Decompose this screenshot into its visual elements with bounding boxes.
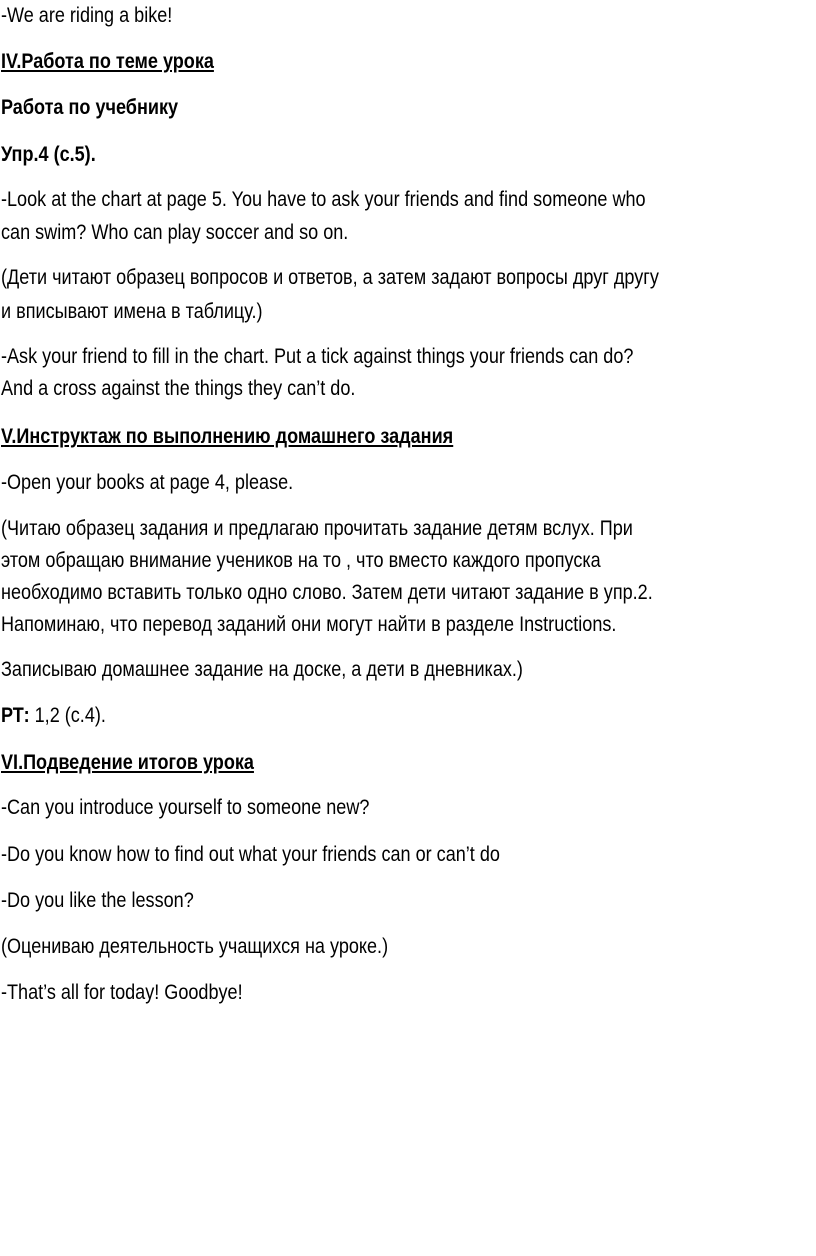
text-line: этом обращаю внимание учеников на то , что вместо каждого пропуска (1, 549, 601, 572)
text-line: -That’s all for today! Goodbye! (1, 981, 243, 1004)
text-line: и вписывают имена в таблицу.) (1, 300, 263, 323)
text-line: -Can you introduce yourself to someone new? (1, 796, 370, 819)
text-line: Записываю домашнее задание на доске, а дети в дневниках.) (1, 658, 523, 681)
text-line: (Читаю образец задания и предлагаю прочитать задание детям вслух. При (1, 517, 633, 540)
text-line: can swim? Who can play soccer and so on. (1, 221, 349, 244)
subheading: Работа по учебнику (1, 96, 179, 119)
section-heading-vi: VI.Подведение итогов урока (1, 751, 254, 774)
section-heading-iv: IV.Работа по теме урока (1, 50, 214, 73)
homework-value: 1,2 (с.4). (29, 704, 106, 727)
text-line: необходимо вставить только одно слово. Затем дети читают задание в упр.2. (1, 581, 653, 604)
homework-line (1, 703, 106, 729)
text-line: -Do you like the lesson? (1, 889, 194, 912)
text-line: -Do you know how to find out what your friends can or can’t do (1, 843, 500, 866)
text-line: (Оцениваю деятельность учащихся на уроке.) (1, 935, 389, 958)
text-line: -We are riding a bike! (1, 4, 173, 27)
text-line: And a cross against the things they can’t do. (1, 377, 356, 400)
homework-label: РТ: (1, 704, 30, 727)
text-line: -Open your books at page 4, please. (1, 471, 294, 494)
exercise-label: Упр.4 (с.5). (1, 143, 96, 166)
section-heading-v: V.Инструктаж по выполнению домашнего задания (1, 425, 454, 448)
text-line: -Ask your friend to fill in the chart. Put a tick against things your friends can do? (1, 345, 634, 368)
text-line: Напоминаю, что перевод заданий они могут найти в разделе Instructions. (1, 613, 617, 636)
text-line: -Look at the chart at page 5. You have to ask your friends and find someone who (1, 188, 646, 211)
text-line: (Дети читают образец вопросов и ответов, а затем задают вопросы друг другу (1, 266, 659, 289)
